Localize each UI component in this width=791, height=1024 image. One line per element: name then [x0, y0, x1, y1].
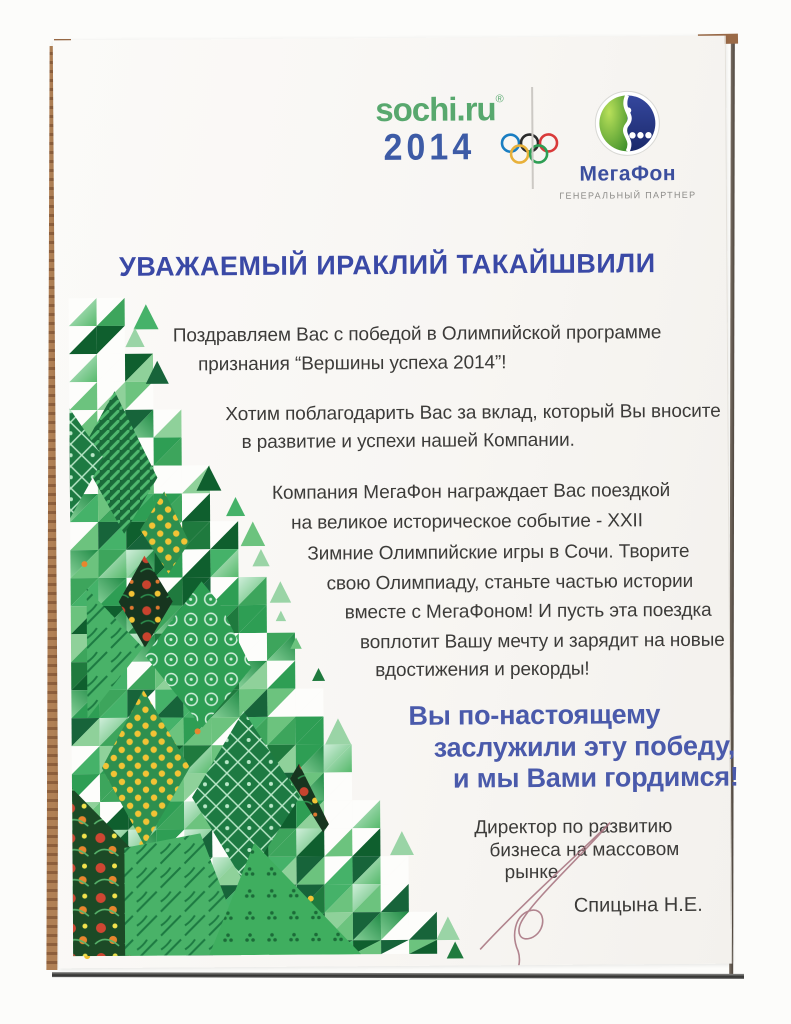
letter-line: признания “Вершины успеха 2014”!	[197, 352, 507, 376]
letter-heading: УВАЖАЕМЫЙ ИРАКЛИЙ ТАКАЙШВИЛИ	[118, 248, 656, 282]
letter-line: воплотит Вашу мечту и зарядит на новые	[359, 629, 725, 654]
sochi-wordmark-text: sochi.ru	[375, 90, 496, 129]
closing-line: Вы по-настоящему	[408, 699, 661, 731]
megafon-partner-subtitle: ГЕНЕРАЛЬНЫЙ ПАРТНЕР	[559, 189, 697, 201]
letter-line: Хотим поблагодарить Вас за вклад, который Вы вносите	[225, 400, 721, 426]
sochi-year: 2014	[383, 126, 476, 169]
closing-line: заслужили эту победу,	[433, 730, 736, 763]
letter-text-layer	[53, 36, 739, 969]
closing-line: и мы Вами гордимся!	[452, 761, 739, 794]
letter-line: Компания МегаФон награждает Вас поездкой	[271, 480, 671, 504]
letter-paper	[53, 36, 739, 969]
letter-line: свою Олимпиаду, станьте частью истории	[326, 570, 694, 595]
letter-line: вместе с МегаФоном! И пусть эта поездка	[344, 599, 712, 624]
letter-line: Зимние Олимпийские игры в Сочи. Творите	[307, 540, 690, 565]
letter-line: вдостижения и рекорды!	[375, 658, 590, 682]
signature-title-line: рынке	[504, 861, 559, 884]
signature-title-line: бизнеса на массовом	[489, 839, 680, 862]
letter-line: на великое историческое событие - XXII	[291, 510, 643, 534]
registered-mark-icon: ®	[495, 93, 503, 106]
letter-line: Поздравляем Вас с победой в Олимпийской программе	[172, 322, 662, 347]
signatory-name: Спицына Н.Е.	[573, 893, 703, 917]
signature-title-line: Директор по развитию	[474, 816, 673, 839]
megafon-wordmark: МегаФон	[579, 162, 677, 186]
table-edge-line	[52, 972, 744, 979]
letter-line: в развитие и успехи нашей Компании.	[241, 429, 575, 454]
